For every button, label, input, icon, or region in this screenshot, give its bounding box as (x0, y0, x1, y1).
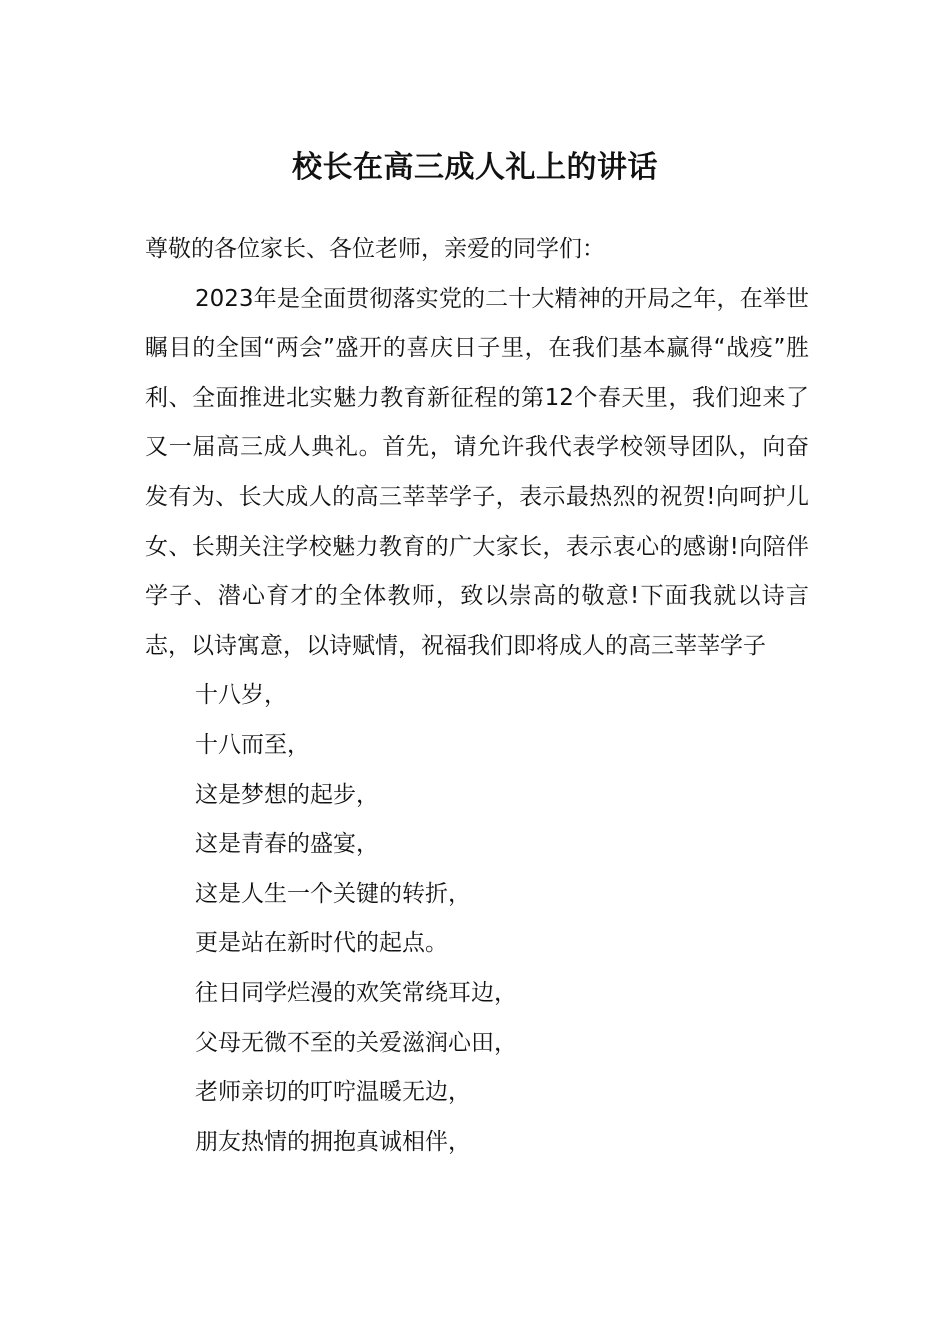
verse-line: 更是站在新时代的起点。 (195, 930, 448, 957)
verse-line: 这是青春的盛宴， (195, 831, 379, 858)
verse-line: 这是梦想的起步， (195, 781, 379, 808)
verse-line: 这是人生一个关键的转折， (195, 880, 471, 907)
verse-line: 父母无微不至的关爱滋润心田， (195, 1029, 517, 1056)
document-body (145, 225, 809, 1167)
verse-line: 十八而至， (195, 731, 310, 758)
salutation: 尊敬的各位家长、各位老师，亲爱的同学们： (145, 236, 605, 262)
verse-line: 老师亲切的叮咛温暖无边， (195, 1079, 471, 1106)
verse-line: 朋友热情的拥抱真诚相伴， (195, 1128, 471, 1155)
document-title: 校长在高三成人礼上的讲话 (292, 150, 658, 186)
verse-line: 十八岁， (195, 682, 287, 709)
intro-paragraph: 2023年是全面贯彻落实党的二十大精神的开局之年，在举世瞩目的全国“两会”盛开的喜庆日子里，在我们基本赢得“战疫”胜利、全面推进北实魅力教育新征程的第12个春天里，我们迎来了又一届高三成人典礼。首先，请允许我代表学校领导团队，向奋发有为、长大成人的高三莘莘学子，表示最热烈的祝贺!向呵护儿女、长期关注学校魅力教育的广大家长，表示衷心的感谢!向陪伴学子、潜心育才的全体教师，致以崇高的敬意!下面我就以诗言志，以诗寓意，以诗赋情，祝福我们即将成人的高三莘莘学子 (145, 285, 809, 659)
verse-line: 往日同学烂漫的欢笑常绕耳边， (195, 979, 517, 1006)
